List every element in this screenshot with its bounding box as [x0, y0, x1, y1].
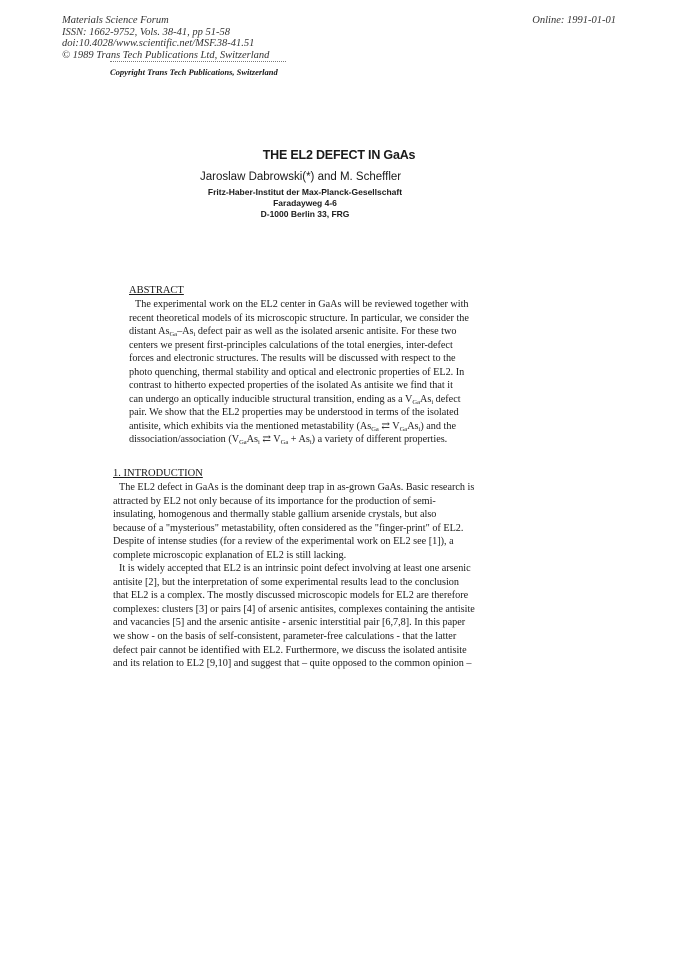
introduction-heading: 1. INTRODUCTION — [113, 468, 203, 479]
paragraph-line: complete microscopic explanation of EL2 is still lacking. — [113, 549, 347, 561]
paragraph-line: pair. We show that the EL2 properties may be understood in terms of the isolated — [129, 407, 459, 419]
online-date: Online: 1991-01-01 — [532, 15, 616, 26]
paragraph-line: contrast to hitherto expected properties of the isolated As antisite we find that it — [129, 380, 453, 392]
paragraph-line: The experimental work on the EL2 center in GaAs will be reviewed together with — [135, 299, 469, 310]
paragraph-line: attracted by EL2 not only because of its importance for the production of semi- — [113, 495, 436, 507]
paragraph-line: photo quenching, thermal stability and optical and electronic properties of EL2. In — [129, 366, 465, 378]
paragraph-line: and vacancies [5] and the arsenic antisite - arsenic interstitial pair [6,7,8]. In this paper — [113, 617, 466, 629]
affiliation-line: D-1000 Berlin 33, FRG — [260, 209, 350, 219]
paragraph-line: Despite of intense studies (for a review of the experimental work on EL2 see [1]), a — [113, 536, 454, 548]
paper-title: THE EL2 DEFECT IN GaAs — [262, 148, 416, 162]
paragraph-line: recent theoretical models of its microscopic structure. In particular, we consider the — [129, 312, 469, 324]
paragraph-line: centers we present first-principles calculations of the total energies, inter-defect — [129, 339, 453, 351]
paragraph-line: insulating, homogenous and thermally stable gallium arsenide crystals, but also — [113, 509, 437, 521]
paragraph-line: can undergo an optically inducible structural transition, ending as a $V_{Ga}As_i$ defect — [129, 393, 461, 406]
author-affiliation — [185, 187, 425, 220]
copyright-line: © 1989 Trans Tech Publications Ltd, Switzerland — [62, 49, 270, 61]
print-copyright: Copyright Trans Tech Publications, Switzerland — [110, 67, 278, 77]
introduction-body — [113, 481, 546, 671]
affiliation-line: Faradayweg 4-6 — [273, 198, 337, 208]
issn-line: ISSN: 1662-9752, Vols. 38-41, pp 51-58 — [62, 26, 230, 38]
paragraph-line: The EL2 defect in GaAs is the dominant deep trap in as-grown GaAs. Basic research is — [119, 482, 475, 493]
paragraph-line: and its relation to EL2 [9,10] and suggest that – quite opposed to the common opinion – — [113, 658, 472, 670]
paragraph-line: complexes: clusters [3] or pairs [4] of arsenic antisites, complexes containing the antisite — [113, 603, 475, 615]
journal-name: Materials Science Forum — [62, 15, 169, 26]
paragraph-line: dissociation/association ($V_{Ga}As_i$ ⇄ $V_{Ga} + As_i$) a variety of different properties. — [129, 434, 448, 447]
paper-authors: Jaroslaw Dabrowski(*) and M. Scheffler — [200, 171, 402, 183]
paragraph-line: antisite [2], but the interpretation of some experimental results lead to the conclusion — [113, 576, 459, 588]
paragraph-line: It is widely accepted that EL2 is an intrinsic point defect involving at least one arsenic — [119, 563, 471, 575]
paragraph-line: forces and electronic structures. The results will be discussed with respect to the — [129, 353, 456, 365]
header-divider — [110, 61, 286, 64]
journal-header — [62, 15, 269, 61]
paragraph-line: defect pair cannot be identified with EL2. Furthermore, we discuss the isolated antisite — [113, 644, 467, 656]
paragraph-line: because of a "mysterious" metastability, often considered as the "finger-print" of EL2. — [113, 522, 464, 534]
paragraph-line: we show - on the basis of self-consistent, parameter-free calculations - that the latter — [113, 631, 457, 643]
doi-line: doi:10.4028/www.scientific.net/MSF.38-41.51 — [62, 38, 255, 50]
paragraph-line: antisite, which exhibits via the mentioned metastability ($As_{Ga}$ ⇄ $V_{Ga}As_i$) and the — [129, 420, 456, 433]
abstract-heading: ABSTRACT — [129, 285, 184, 296]
affiliation-line: Fritz-Haber-Institut der Max-Planck-Gesellschaft — [207, 187, 403, 197]
paragraph-line: distant $As_{Ga}-As_i$ defect pair as well as the isolated arsenic antisite. For these two — [129, 326, 457, 339]
abstract-body — [129, 298, 537, 447]
paragraph-line: that EL2 is a complex. The mostly discussed microscopic models for EL2 are therefore — [113, 590, 469, 602]
